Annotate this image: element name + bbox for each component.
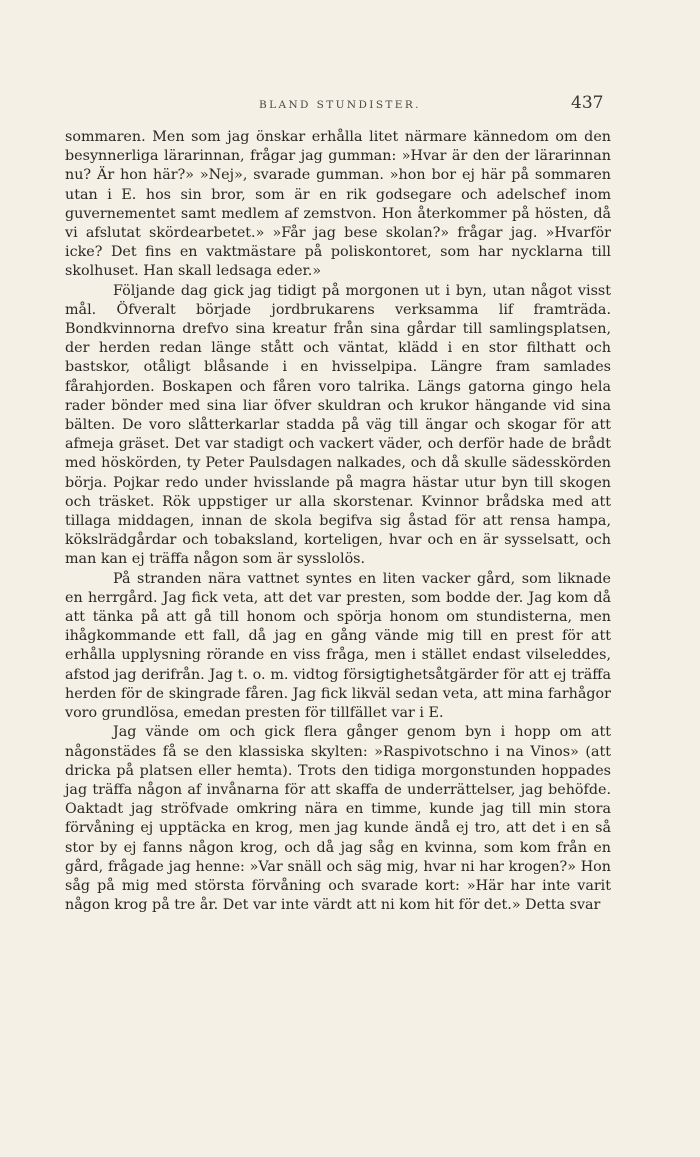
paragraph-2: Följande dag gick jag tidigt på morgonen ut i byn, utan något visst mål. Öfveralt började jordbrukarens verksamma lif framträda. Bondkvinnorna drefvo sina kreatur från sina gårdar till samlingsplatsen, der herden redan länge stått och väntat, klädd i en stor filthatt och bastskor, otåligt blåsande i en hvisselpipa. Längre fram samlades fårahjorden. Boskapen och fåren voro talrika. Längs gatorna gingo hela rader bönder med sina liar öfver skuldran och krukor hängande vid sina bälten. De voro slåtterkarlar stadda på väg till ängar och skogar för att afmeja gräset. Det var stadigt och vackert väder, och derför hade de brådt med höskörden, ty Peter Paulsdagen nalkades, och då skulle sädesskörden börja. Pojkar redo under hvisslande på magra hästar utur byn till skogen och träsket. Rök uppstiger ur alla skorstenar. Kvinnor brådska med att tillaga middagen, innan de skola begifva sig åstad för att rensa hampa, kökslrädgårdar och tobaksland, korteligen, hvar och en är sysselsatt, och man kan ej träffa någon som är sysslolös. (65, 282, 611, 568)
paragraph-4: Jag vände om och gick flera gånger genom byn i hopp om att någonstädes få se den klassiska skylten: »Raspivotschno i na Vinos» (att dricka på platsen eller hemta). Trots den tidiga morgonstunden hoppades jag träffa någon af invånarna för att skaffa de underrättelser, jag behöfde. Oaktadt jag ströfvade omkring nära en timme, kunde jag till min stora förvåning ej upptäcka en krog, men jag kunde ändå ej tro, att det i en så stor by ej fanns någon krog, och då jag såg en kvinna, som kom från en gård, frågade jag henne: »Var snäll och säg mig, hvar ni har krogen?» Hon såg på mig med största förvåning och svarade kort: »Här har inte varit någon krog på tre år. Det var inte värdt att ni kom hit för det.» Detta svar (65, 724, 611, 914)
body-text (65, 128, 611, 915)
paragraph-3: På stranden nära vattnet syntes en liten vacker gård, som liknade en herrgård. Jag fick veta, att det var presten, som bodde der. Jag kom då att tänka på att gå till honom och spörja honom om stundisterna, men ihågkommande ett fall, då jag en gång vände mig till en prest för att erhålla upplysning rörande en viss fråga, men i stället endast vilseleddes, afstod jag derifrån. Jag t. o. m. vidtog försigtighetsåtgärder för att ej träffa herden för de skingrade fåren. Jag fick likväl sedan veta, att mina farhågor voro grundlösa, emedan presten för tillfället var i E. (65, 570, 611, 722)
running-head: BLAND STUNDISTER. (259, 99, 421, 111)
paragraph-1: sommaren. Men som jag önskar erhålla litet närmare kännedom om den besynnerliga lärarinnan, frågar jag gumman: »Hvar är den der lärarinnan nu? Är hon här?» »Nej», svarade gumman. »hon bor ej här på sommaren utan i E. hos sin bror, som är en rik godsegare och adelschef inom guvernementet samt medlem af zemstvon. Hon återkommer på hösten, då vi afslutat skördearbetet.» »Får jag bese skolan?» frågar jag. »Hvarför icke? Det fins en vaktmästare på poliskontoret, som har nycklarna till skolhuset. Han skall ledsaga eder.» (65, 129, 611, 280)
page-number: 437 (571, 93, 604, 113)
